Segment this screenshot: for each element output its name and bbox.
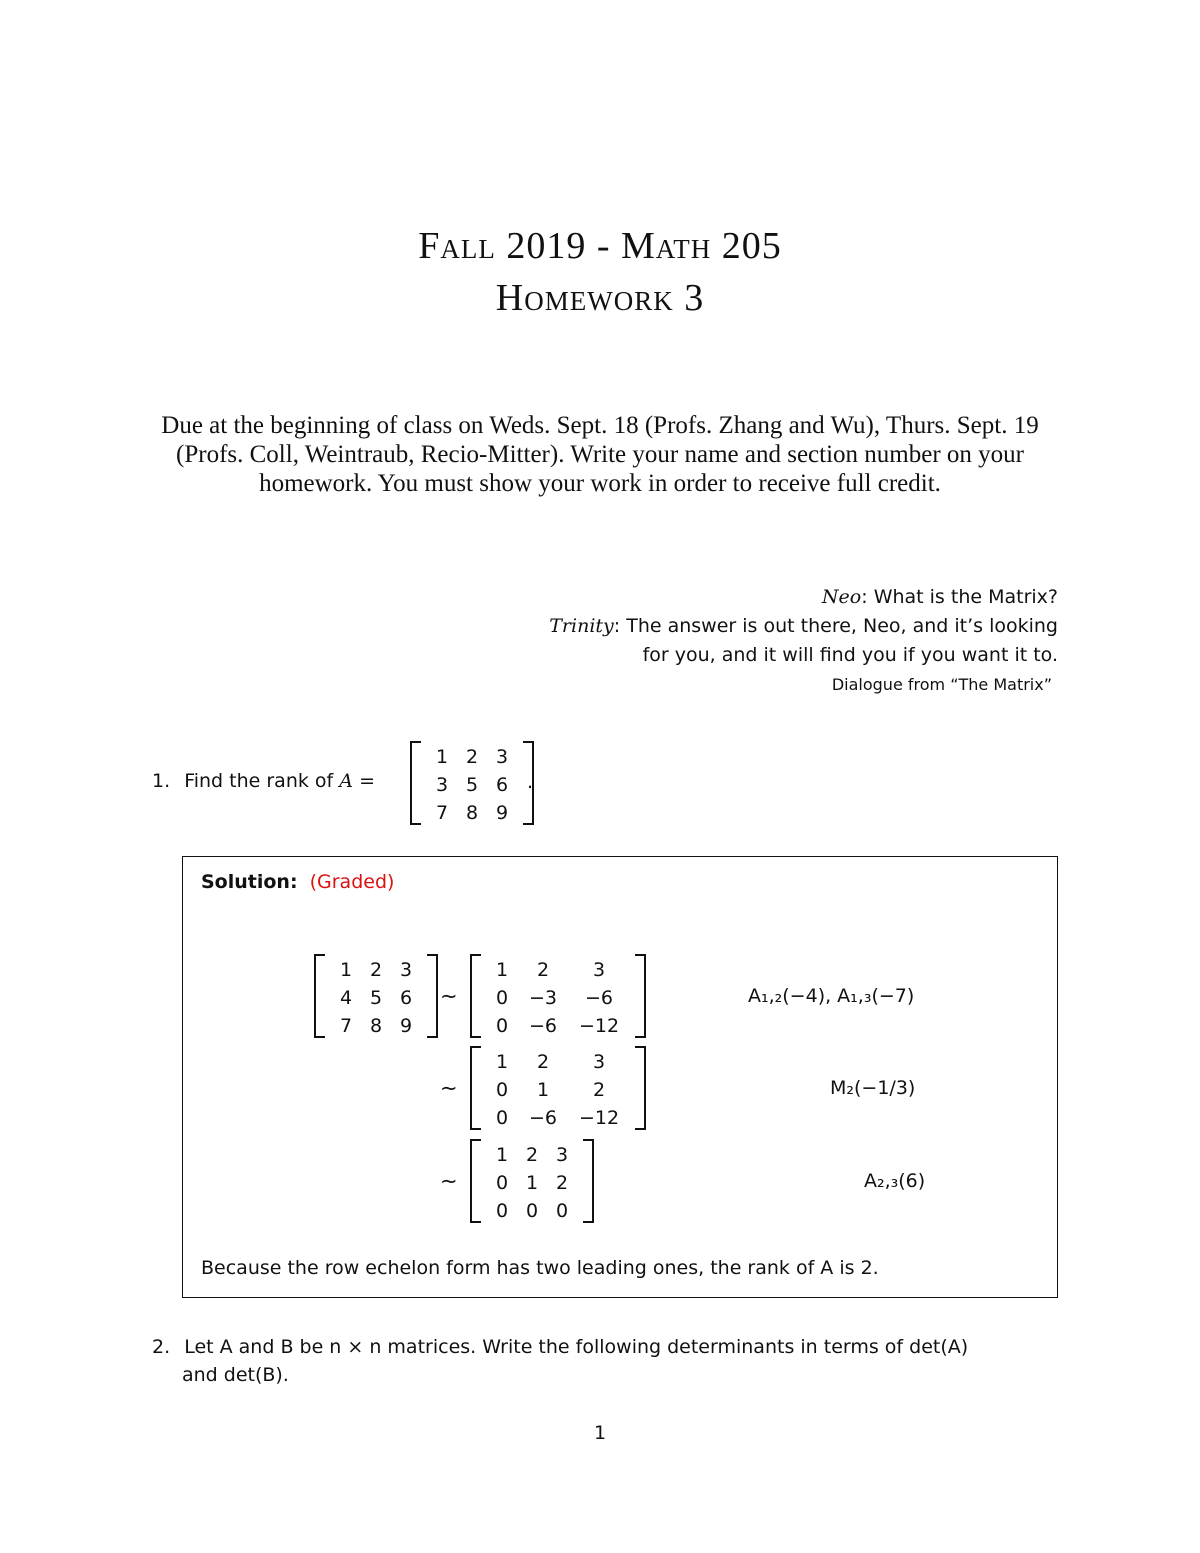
epigraph-neo-text: What is the Matrix? bbox=[873, 586, 1058, 608]
matrix-entry: 1 bbox=[495, 1144, 509, 1166]
solution-matrix-step-1 bbox=[470, 954, 646, 1038]
equivalence-symbol-2: ∼ bbox=[440, 1076, 458, 1100]
matrix-entry: 0 bbox=[525, 1200, 539, 1222]
matrix-entry: 2 bbox=[525, 1144, 539, 1166]
epigraph-line-2: Trinity: The answer is out there, Neo, and it’s looking bbox=[549, 615, 1058, 637]
matrix-entry: 1 bbox=[495, 1051, 509, 1073]
matrix-entry: 8 bbox=[369, 1015, 383, 1037]
matrix-entry: 1 bbox=[525, 1172, 539, 1194]
equivalence-symbol-3: ∼ bbox=[440, 1169, 458, 1193]
problem-1-period: . bbox=[527, 771, 534, 793]
matrix-entry: 8 bbox=[465, 802, 479, 824]
epigraph-speaker-trinity: Trinity bbox=[549, 615, 614, 637]
matrix-entry: 3 bbox=[555, 1144, 569, 1166]
problem-2-line-2: and det(B). bbox=[182, 1364, 289, 1386]
epigraph-trinity-text-a: The answer is out there, Neo, and it’s looking bbox=[626, 615, 1058, 637]
problem-1-prefix: Find the rank of bbox=[184, 770, 334, 792]
epigraph-source: Dialogue from “The Matrix” bbox=[831, 675, 1052, 694]
matrix-entry: 0 bbox=[495, 1200, 509, 1222]
matrix-entry: 6 bbox=[495, 774, 509, 796]
problem-2-line-1 bbox=[152, 1336, 968, 1358]
matrix-entry: 0 bbox=[555, 1200, 569, 1222]
matrix-entry: 3 bbox=[399, 959, 413, 981]
row-operation-3: A₂,₃(6) bbox=[864, 1170, 926, 1192]
solution-matrix-step-2 bbox=[470, 1046, 646, 1130]
matrix-entry: 0 bbox=[495, 1107, 509, 1129]
epigraph-trinity-text-b: for you, and it will find you if you want it to. bbox=[642, 644, 1058, 666]
matrix-entry: 1 bbox=[435, 746, 449, 768]
problem-1-equals: = bbox=[359, 770, 375, 792]
graded-label: (Graded) bbox=[309, 871, 395, 893]
matrix-entry: 2 bbox=[536, 1051, 550, 1073]
matrix-entry: 7 bbox=[435, 802, 449, 824]
matrix-entry: 3 bbox=[435, 774, 449, 796]
solution-header bbox=[201, 871, 394, 893]
problem-1-statement bbox=[152, 770, 375, 792]
matrix-entry: −12 bbox=[578, 1015, 620, 1037]
solution-label: Solution: bbox=[201, 871, 298, 893]
matrix-entry: 0 bbox=[495, 1015, 509, 1037]
row-operation-1: A₁,₂(−4), A₁,₃(−7) bbox=[748, 985, 915, 1007]
matrix-entry: 0 bbox=[495, 987, 509, 1009]
problem-2-number: 2. bbox=[152, 1336, 171, 1358]
matrix-entry: −6 bbox=[528, 1015, 557, 1037]
instructions: Due at the beginning of class on Weds. Sept. 18 (Profs. Zhang and Wu), Thurs. Sept. 19 (Profs. Coll, Weintraub, Recio-Mitter). Write your name and section number on your homework. You must show your work in order to receive full credit. bbox=[161, 412, 1039, 497]
matrix-entry: 5 bbox=[369, 987, 383, 1009]
matrix-entry: 5 bbox=[465, 774, 479, 796]
matrix-entry: 1 bbox=[536, 1079, 550, 1101]
matrix-entry: 0 bbox=[495, 1172, 509, 1194]
matrix-entry: 2 bbox=[536, 959, 550, 981]
matrix-entry: 3 bbox=[592, 1051, 606, 1073]
problem-2-text: Let A and B be n × n matrices. Write the following determinants in terms of det(A) bbox=[184, 1336, 969, 1358]
matrix-entry: 4 bbox=[339, 987, 353, 1009]
matrix-entry: 6 bbox=[399, 987, 413, 1009]
matrix-entry: 1 bbox=[339, 959, 353, 981]
equivalence-symbol-1: ∼ bbox=[440, 984, 458, 1008]
matrix-entry: 3 bbox=[592, 959, 606, 981]
solution-matrix-original bbox=[314, 954, 438, 1038]
matrix-entry: 9 bbox=[399, 1015, 413, 1037]
matrix-entry: −6 bbox=[528, 1107, 557, 1129]
matrix-entry: 9 bbox=[495, 802, 509, 824]
problem-1-number: 1. bbox=[152, 770, 171, 792]
matrix-entry: 2 bbox=[555, 1172, 569, 1194]
matrix-entry: 7 bbox=[339, 1015, 353, 1037]
matrix-entry: 2 bbox=[369, 959, 383, 981]
matrix-entry: 3 bbox=[495, 746, 509, 768]
problem-1-matrix bbox=[410, 741, 534, 825]
matrix-entry: −6 bbox=[584, 987, 613, 1009]
page-subtitle: Homework 3 bbox=[495, 277, 705, 319]
matrix-entry: −12 bbox=[578, 1107, 620, 1129]
matrix-entry: 1 bbox=[495, 959, 509, 981]
matrix-entry: 2 bbox=[592, 1079, 606, 1101]
matrix-entry: 2 bbox=[465, 746, 479, 768]
matrix-entry: −3 bbox=[528, 987, 557, 1009]
page-number: 1 bbox=[593, 1422, 607, 1444]
matrix-entry: 0 bbox=[495, 1079, 509, 1101]
epigraph-line-1: Neo: What is the Matrix? bbox=[821, 586, 1058, 608]
page-title: Fall 2019 - Math 205 bbox=[418, 225, 782, 267]
solution-conclusion: Because the row echelon form has two leading ones, the rank of A is 2. bbox=[201, 1257, 879, 1279]
epigraph-speaker-neo: Neo bbox=[821, 586, 862, 608]
row-operation-2: M₂(−1/3) bbox=[830, 1077, 916, 1099]
solution-matrix-echelon bbox=[470, 1139, 594, 1223]
problem-1-var: A bbox=[339, 770, 354, 792]
